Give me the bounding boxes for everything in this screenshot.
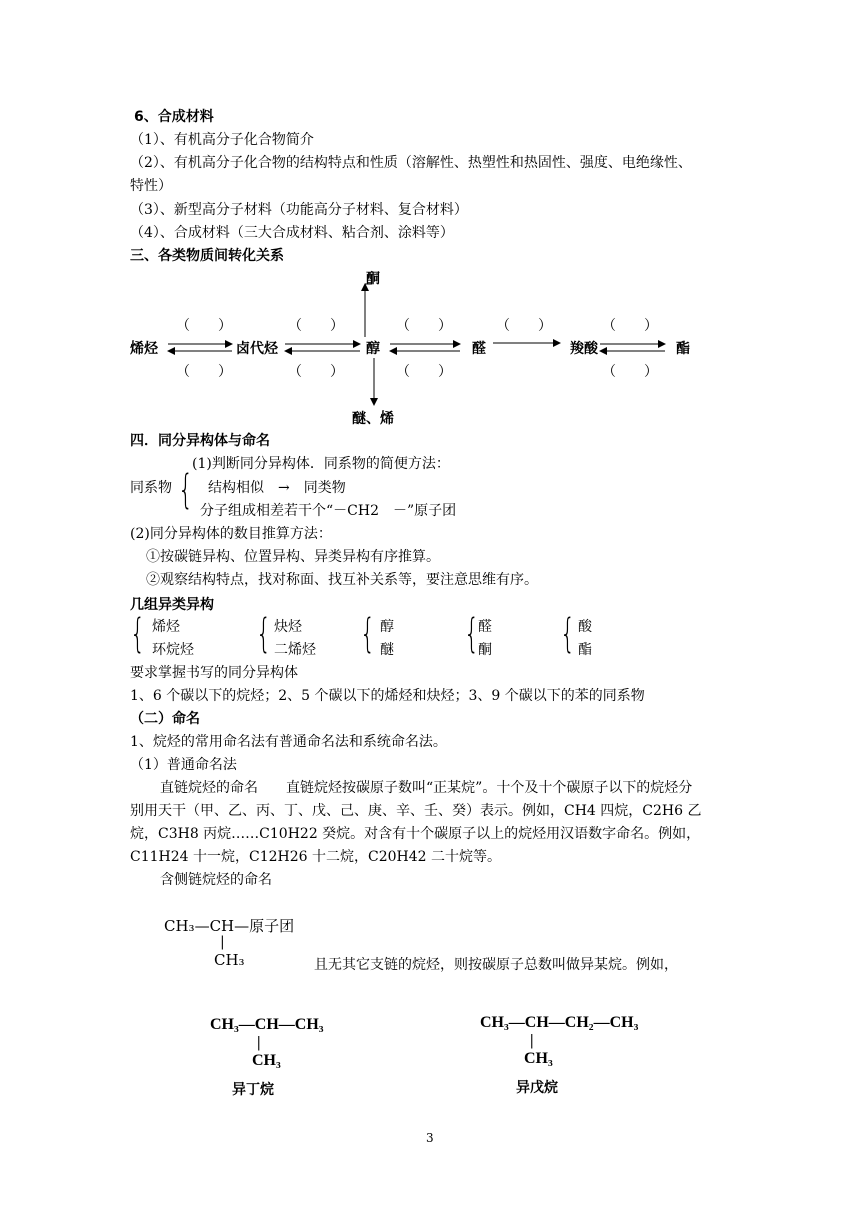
brace-icon: { <box>256 611 272 657</box>
homolog-label: 同系物 <box>130 480 172 496</box>
method-1: ①按碳链异构、位置异构、异类异构有序推算。 <box>146 549 440 565</box>
naming-line-6: 且无其它支链的烷烃，则按碳原子总数叫做异某烷。例如， <box>314 957 678 973</box>
s6-item-4: （4）、合成材料（三大合成材料、粘合剂、涂料等） <box>130 225 454 241</box>
s6-item-1: （1）、有机高分子化合物简介 <box>130 132 314 148</box>
node-acid: 羧酸 <box>570 341 598 357</box>
s6-item-2a: （2）、有机高分子化合物的结构特点和性质（溶解性、热塑性和热固性、强度、电绝缘性、 <box>130 155 692 171</box>
s6-item-2b: 特性） <box>130 178 172 194</box>
s4-p1: (1)判断同分异构体．同系物的简便方法： <box>192 456 450 472</box>
section-6-title: 6、合成材料 <box>134 109 214 125</box>
brace-icon: { <box>360 611 376 657</box>
isobutane-name: 异丁烷 <box>232 1082 274 1098</box>
group-item: 醇 <box>380 619 394 635</box>
isopentane-name: 异戊烷 <box>516 1080 558 1096</box>
blank: （ ） <box>396 364 452 380</box>
groups-title: 几组异类异构 <box>130 597 214 613</box>
node-alcohol: 醇 <box>366 341 380 357</box>
group-item: 炔烃 <box>274 619 302 635</box>
isobutane-main-chain: CH₃—CH—CH₃ <box>210 1016 324 1033</box>
group-item: 醛 <box>478 619 492 635</box>
group-item: 酮 <box>478 642 492 658</box>
brace-icon: { <box>178 467 194 513</box>
blank: （ ） <box>288 318 344 334</box>
isopentane-main-chain: CH₃—CH—CH₂—CH₃ <box>480 1014 639 1031</box>
brace-icon: { <box>560 611 576 657</box>
naming-line-4: C11H24 十一烷，C12H26 十二烷，C20H42 二十烷等。 <box>130 849 501 865</box>
blank: （ ） <box>396 318 452 334</box>
group-item: 酸 <box>578 619 592 635</box>
group-item: 烯烃 <box>152 619 180 635</box>
isobutane-methyl: CH₃ <box>252 1052 281 1069</box>
blank: （ ） <box>496 318 552 334</box>
naming-p2: （1）普通命名法 <box>130 757 237 773</box>
naming-p1: 1、烷烃的常用命名法有普通命名法和系统命名法。 <box>130 734 447 750</box>
node-aldehyde: 醛 <box>472 341 486 357</box>
brace-icon: { <box>464 611 480 657</box>
group-item: 环烷烃 <box>152 642 194 658</box>
naming-line-3: 烷，C3H8 丙烷……C10H22 癸烷。对含有十个碳原子以上的烷烃用汉语数字命名。例如， <box>130 826 701 842</box>
node-ester: 酯 <box>676 341 690 357</box>
bond-line: | <box>220 934 225 950</box>
fragment-methyl: CH₃ <box>214 951 245 969</box>
bond-line: | <box>257 1034 261 1051</box>
s4-p2: (2)同分异构体的数目推算方法： <box>130 526 332 542</box>
s6-item-3: （3）、新型高分子材料（功能高分子材料、复合材料） <box>130 202 468 218</box>
section-3-title: 三、各类物质间转化关系 <box>130 248 284 264</box>
blank: （ ） <box>176 318 232 334</box>
brace-icon: { <box>130 611 146 657</box>
blank: （ ） <box>602 364 658 380</box>
group-item: 醚 <box>380 642 394 658</box>
node-haloalkane: 卤代烃 <box>236 341 278 357</box>
naming-line-5: 含侧链烷烃的命名 <box>160 872 272 888</box>
naming-line-2: 别用天干（甲、乙、丙、丁、戊、己、庚、辛、壬、癸）表示。例如，CH4 四烷，C2H6 乙 <box>130 803 702 819</box>
node-alkene: 烯烃 <box>130 341 158 357</box>
homolog-def-2: 分子组成相差若干个“－CH2 －”原子团 <box>200 503 457 519</box>
section-4-title: 四．同分异构体与命名 <box>130 433 270 449</box>
page-number: 3 <box>426 1131 434 1145</box>
blank: （ ） <box>602 318 658 334</box>
blank: （ ） <box>176 364 232 380</box>
blank: （ ） <box>288 364 344 380</box>
requirement-list: 1、6 个碳以下的烷烃；2、5 个碳以下的烯烃和炔烃；3、9 个碳以下的苯的同系物 <box>130 688 645 704</box>
node-ether-alkene: 醚、烯 <box>352 411 394 427</box>
requirement: 要求掌握书写的同分异构体 <box>130 665 298 681</box>
bond-line: | <box>530 1032 534 1049</box>
group-item: 酯 <box>578 642 592 658</box>
isopentane-methyl: CH₃ <box>524 1050 553 1067</box>
group-item: 二烯烃 <box>274 642 316 658</box>
naming-line-1: 直链烷烃的命名 直链烷烃按碳原子数叫“正某烷”。十个及十个碳原子以下的烷烃分 <box>160 780 693 796</box>
fragment-formula: CH₃—CH—原子团 <box>164 917 295 935</box>
naming-title: （二）命名 <box>130 711 200 727</box>
node-ketone: 酮 <box>366 271 380 287</box>
homolog-def-1: 结构相似 → 同类物 <box>208 480 346 496</box>
method-2: ②观察结构特点，找对称面、找互补关系等，要注意思维有序。 <box>146 572 538 588</box>
